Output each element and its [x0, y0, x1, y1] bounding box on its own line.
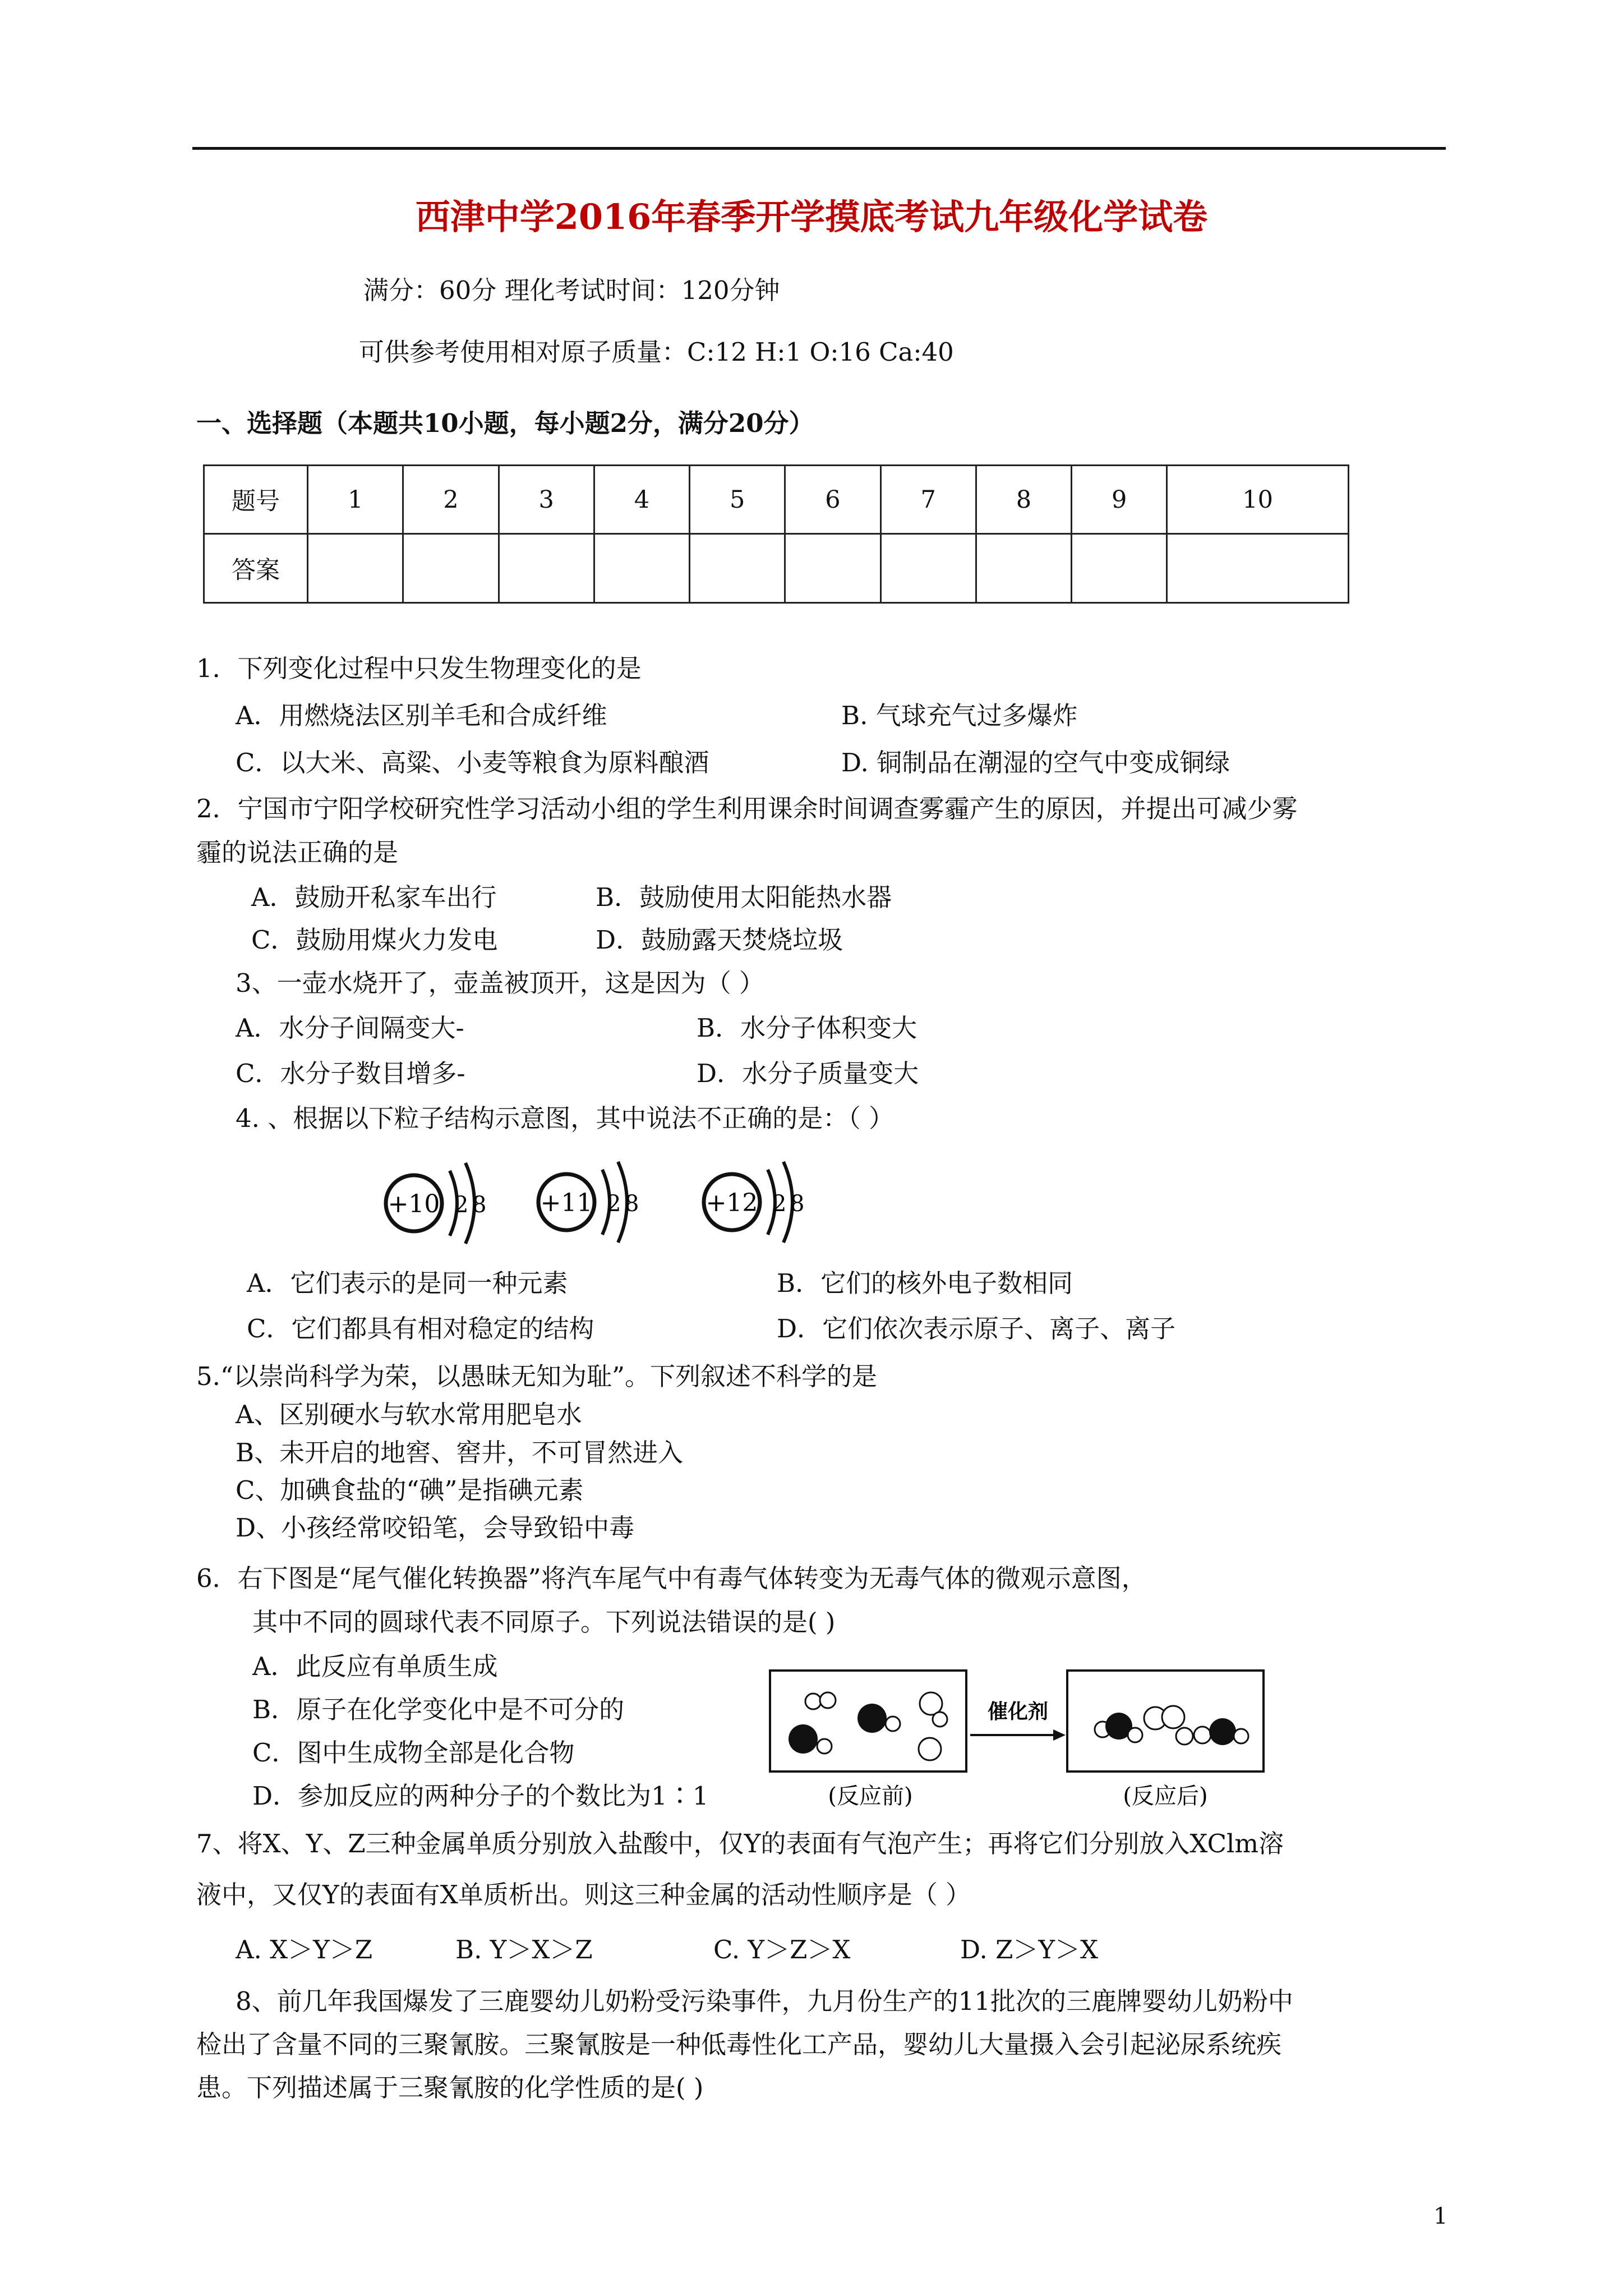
q1-option-b: B. 气球充气过多爆炸 [841, 701, 1078, 730]
header-rule [192, 147, 1446, 150]
q6-option-c: C．图中生成物全部是化合物 [252, 1738, 575, 1768]
q8-stem-line2: 检出了含量不同的三聚氰胺。三聚氰胺是一种低毒性化工产品，婴幼儿大量摄入会引起泌尿系统疾 [196, 2030, 1282, 2059]
q7-option-a: A. X＞Y＞Z [236, 1935, 373, 1964]
question-number-cell: 7 [880, 466, 976, 534]
q6-option-d: D．参加反应的两种分子的个数比为1∶1 [252, 1781, 709, 1811]
q2-stem-line1: 2．宁国市宁阳学校研究性学习活动小组的学生利用课余时间调查雾霾产生的原因，并提出可减少雾 [196, 794, 1298, 823]
q6-option-a: A．此反应有单质生成 [252, 1651, 498, 1681]
atomic-mass-line: 可供参考使用相对原子质量：C:12 H:1 O:16 Ca:40 [359, 337, 954, 367]
q7-stem-line2: 液中，又仅Y的表面有X单质析出。则这三种金属的活动性顺序是（ ） [196, 1880, 971, 1910]
q3-option-a: A．水分子间隔变大- [236, 1013, 464, 1043]
exam-title: 西津中学2016年春季开学摸底考试九年级化学试卷 [415, 196, 1208, 237]
particle-diagram-3 [704, 1162, 804, 1243]
q2-option-d: D．鼓励露天焚烧垃圾 [596, 925, 843, 955]
shell-electrons-2: 8 [472, 1192, 487, 1218]
q5-option-b: B、未开启的地窖、窖井，不可冒然进入 [236, 1438, 684, 1467]
before-reaction-box [770, 1671, 966, 1772]
answer-table-number-row [204, 466, 1349, 534]
answer-cell[interactable] [403, 534, 499, 603]
nucleus-label: +12 [706, 1189, 758, 1217]
q7-stem-line1: 7、将X、Y、Z三种金属单质分别放入盐酸中，仅Y的表面有气泡产生；再将它们分别放入XClm溶 [196, 1829, 1284, 1858]
question-number-cell: 10 [1167, 466, 1349, 534]
particle-diagram-1 [386, 1163, 486, 1244]
q1-option-c: C．以大米、高粱、小麦等粮食为原料酿酒 [236, 748, 709, 777]
section1-heading: 一、选择题（本题共10小题，每小题2分，满分20分） [196, 408, 814, 438]
shell-electrons-1: 2 [454, 1192, 469, 1218]
question-number-cell: 2 [403, 466, 499, 534]
before-label: (反应前) [828, 1783, 913, 1809]
q6-stem-line2: 其中不同的圆球代表不同原子。下列说法错误的是( ) [252, 1607, 836, 1637]
shell-electrons-1: 2 [772, 1191, 787, 1217]
particle-structure-diagram [370, 1147, 819, 1259]
q6-stem-line1: 6．右下图是“尾气催化转换器”将汽车尾气中有毒气体转变为无毒气体的微观示意图， [196, 1563, 1147, 1593]
q5-stem: 5.“以崇尚科学为荣，以愚昧无知为耻”。下列叙述不科学的是 [196, 1361, 877, 1391]
question-number-cell: 9 [1072, 466, 1167, 534]
answer-cell[interactable] [1167, 534, 1349, 603]
q2-option-a: A．鼓励开私家车出行 [251, 882, 497, 912]
reaction-arrow [970, 1700, 1066, 1741]
q3-stem: 3、一壶水烧开了，壶盖被顶开，这是因为（ ） [236, 968, 764, 998]
shell-electrons-2: 8 [790, 1191, 805, 1217]
q5-option-a: A、区别硬水与软水常用肥皂水 [236, 1400, 582, 1429]
catalyst-label: 催化剂 [987, 1700, 1049, 1723]
q1-option-a: A．用燃烧法区别羊毛和合成纤维 [236, 701, 607, 730]
shell-electrons-2: 8 [625, 1191, 639, 1217]
answer-cell[interactable] [594, 534, 689, 603]
q5-option-c: C、加碘食盐的“碘”是指碘元素 [236, 1475, 584, 1505]
q2-option-c: C．鼓励用煤火力发电 [251, 925, 498, 955]
answer-table-answer-row [204, 534, 1349, 603]
q3-option-b: B．水分子体积变大 [697, 1013, 917, 1043]
after-reaction-box [1067, 1671, 1264, 1772]
answer-cell[interactable] [499, 534, 594, 603]
q4-option-d: D．它们依次表示原子、离子、离子 [777, 1314, 1176, 1343]
q2-option-b: B．鼓励使用太阳能热水器 [596, 882, 892, 912]
answer-cell[interactable] [785, 534, 880, 603]
q4-option-c: C．它们都具有相对稳定的结构 [247, 1314, 594, 1343]
q3-option-d: D．水分子质量变大 [697, 1059, 919, 1088]
q2-stem-line2: 霾的说法正确的是 [196, 838, 399, 867]
q7-option-b: B. Y＞X＞Z [455, 1935, 593, 1964]
catalytic-converter-diagram [768, 1669, 1273, 1820]
answer-table [203, 464, 1349, 604]
q4-stem: 4. 、根据以下粒子结构示意图，其中说法不正确的是：（ ） [236, 1103, 895, 1133]
q1-option-d: D. 铜制品在潮湿的空气中变成铜绿 [841, 748, 1230, 777]
question-number-cell: 6 [785, 466, 880, 534]
row-label-number: 题号 [204, 466, 308, 534]
row-label-answer: 答案 [204, 534, 308, 603]
particle-diagram-2 [538, 1162, 639, 1243]
answer-cell[interactable] [1072, 534, 1167, 603]
nucleus-label: +10 [388, 1190, 440, 1218]
question-number-cell: 5 [690, 466, 785, 534]
question-number-cell: 8 [976, 466, 1071, 534]
question-number-cell: 1 [308, 466, 403, 534]
answer-cell[interactable] [880, 534, 976, 603]
shell-electrons-1: 2 [607, 1191, 621, 1217]
score-time-line: 满分：60分 理化考试时间：120分钟 [363, 275, 780, 305]
nucleus-label: +11 [540, 1189, 593, 1217]
page-number: 1 [1433, 2203, 1448, 2229]
question-number-cell: 4 [594, 466, 689, 534]
q7-option-d: D. Z＞Y＞X [960, 1935, 1099, 1964]
q6-option-b: B．原子在化学变化中是不可分的 [252, 1695, 625, 1724]
answer-cell[interactable] [976, 534, 1071, 603]
answer-cell[interactable] [308, 534, 403, 603]
after-label: (反应后) [1123, 1783, 1208, 1809]
q8-stem-line1: 8、前几年我国爆发了三鹿婴幼儿奶粉受污染事件，九月份生产的11批次的三鹿牌婴幼儿奶粉中 [236, 1986, 1293, 2016]
q3-option-c: C．水分子数目增多- [236, 1059, 465, 1088]
q4-option-a: A．它们表示的是同一种元素 [247, 1268, 568, 1298]
q8-stem-line3: 患。下列描述属于三聚氰胺的化学性质的是( ) [196, 2073, 704, 2102]
q1-stem: 1．下列变化过程中只发生物理变化的是 [196, 654, 642, 683]
question-number-cell: 3 [499, 466, 594, 534]
q4-option-b: B．它们的核外电子数相同 [777, 1268, 1073, 1298]
q5-option-d: D、小孩经常咬铅笔，会导致铅中毒 [236, 1513, 635, 1543]
answer-cell[interactable] [690, 534, 785, 603]
q7-option-c: C. Y＞Z＞X [713, 1935, 851, 1964]
